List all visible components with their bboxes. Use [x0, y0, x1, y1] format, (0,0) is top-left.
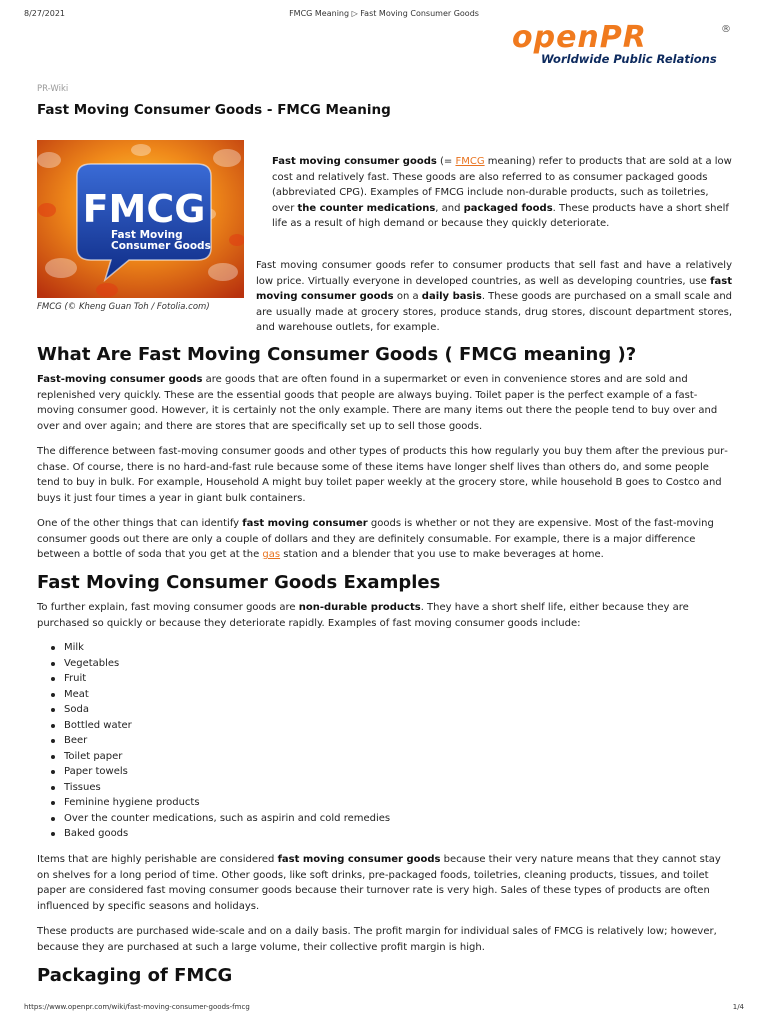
bold-term: fast moving consumer — [242, 518, 368, 529]
goods-list — [64, 640, 464, 842]
image-heading: FMCG — [82, 187, 206, 231]
bold-term: Fast-moving consumer goods — [37, 374, 203, 385]
logo-tagline: Worldwide Public Relations — [541, 52, 717, 66]
bold-term: non-durable products — [298, 602, 421, 613]
section1-paragraph-2: The difference between fast-moving consumer goods and other types of products this how regularly you buy them after the previous purchase. Of course, there is no hard-and-fast rule because some of these items have longer shelf lives than others do, and some people tend to buy in bulk. For example, Household A might buy toilet paper weekly at the grocery store, while household B goes to Costco and buys it just four times a year in giant bulk containers. — [37, 446, 728, 504]
list-item: Paper towels — [64, 764, 464, 780]
list-item: Feminine hygiene products — [64, 795, 464, 811]
fmcg-figure — [37, 140, 244, 298]
list-item: Baked goods — [64, 826, 464, 842]
fmcg-image — [37, 140, 244, 298]
section-heading-what-are-fmcg: What Are Fast Moving Consumer Goods ( FMCG meaning )? — [37, 344, 637, 365]
logo-wordmark: openPR — [512, 20, 647, 55]
page-number: 1/4 — [732, 1003, 744, 1011]
intro-paragraph: Fast moving consumer goods (= FMCG meaning) refer to products that are sold at a low cost and relatively fast. These goods are also referred to as consumer packaged goods (abbreviated CPG). Examples of FMCG include non-durable products, such as toiletries, over the counter medications, and packaged foods. These products have a short shelf life as a result of high demand or because they quickly deteriorate. — [272, 156, 732, 229]
list-item: Soda — [64, 702, 464, 718]
bold-term: fast moving consumer goods — [277, 854, 441, 865]
section1-paragraph-3: One of the other things that can identify fast moving consumer goods is whether or not they are expensive. Most of the fast-moving consumer goods out there are only a couple of dollars and they are definitely consumable. For example, there is a major difference between a bottle of soda that you get at the gas station and a blender that you use to make beverages at home. — [37, 518, 714, 560]
page-url: https://www.openpr.com/wiki/fast-moving-consumer-goods-fmcg — [24, 1003, 250, 1011]
breadcrumb[interactable]: PR-Wiki — [37, 84, 69, 94]
section-heading-packaging: Packaging of FMCG — [37, 965, 233, 986]
section2-paragraph-1: To further explain, fast moving consumer goods are non-durable products. They have a short shelf life, either because they are purchased so quickly or because they deteriorate rapidly. Examples of fast moving consumer goods include: — [37, 602, 689, 629]
bold-term: the counter medications — [297, 202, 436, 214]
bold-term: packaged foods — [463, 202, 553, 214]
list-item: Toilet paper — [64, 749, 464, 765]
list-item: Bottled water — [64, 718, 464, 734]
list-item: Beer — [64, 733, 464, 749]
list-item: Vegetables — [64, 656, 464, 672]
intro-paragraph-2: Fast moving consumer goods refer to consumer products that sell fast and have a relatively low price. Virtually everyone in developed countries, as well as developing countries, use fast moving consumer goods on a daily basis. These goods are purchased on a small scale and are usually made at grocery stores, produce stands, drug stores, discount department stores, and warehouse outlets, for example. — [256, 260, 733, 333]
section1-paragraph-1: Fast-moving consumer goods are goods that are often found in a supermarket or even in convenience stores and are sold and replenished very quickly. These are the essential goods that people are always buying. Toilet paper is the perfect example of a fast-moving consumer good. However, it is certainly not the only example. There are many items out there the people tend to buy over and over and over again; and there are stores that are specifically set up to sell those goods. — [37, 374, 718, 432]
bold-term: Fast moving consumer goods — [272, 156, 437, 167]
section-heading-examples: Fast Moving Consumer Goods Examples — [37, 572, 441, 593]
image-subheading-2: Consumer Goods — [111, 240, 211, 252]
article-title: Fast Moving Consumer Goods - FMCG Meaning — [37, 102, 391, 118]
list-item: Over the counter medications, such as aspirin and cold remedies — [64, 811, 464, 827]
bold-term: fast moving consumer goods — [256, 275, 732, 302]
registered-mark: ® — [721, 24, 731, 35]
openpr-logo[interactable] — [512, 20, 732, 70]
print-date: 8/27/2021 — [24, 9, 66, 18]
print-title: FMCG Meaning ▷ Fast Moving Consumer Goods — [289, 9, 479, 18]
fmcg-link[interactable]: FMCG — [455, 156, 485, 167]
section2-paragraph-3: These products are purchased wide-scale and on a daily basis. The profit margin for individual sales of FMCG is relatively low; however, because they are purchased at such a large volume, their collective profit margin is high. — [37, 926, 717, 953]
gas-link[interactable]: gas — [262, 549, 281, 560]
image-subheading-1: Fast Moving — [111, 229, 183, 241]
list-item: Fruit — [64, 671, 464, 687]
list-item: Meat — [64, 687, 464, 703]
bold-term: daily basis — [421, 291, 482, 302]
list-item: Milk — [64, 640, 464, 656]
figure-caption: FMCG (© Kheng Guan Toh / Fotolia.com) — [37, 302, 210, 312]
print-footer — [0, 1003, 768, 1015]
list-item: Tissues — [64, 780, 464, 796]
section2-paragraph-2: Items that are highly perishable are considered fast moving consumer goods because their very nature means that they cannot stay on shelves for a long period of time. Other goods, like soft drinks, pre-packaged foods, toiletries, cleaning products, tissues, and toilet paper are considered fast moving consumer goods because their turnover rate is very high. Sales of these types of products are often influenced by specific seasons and holidays. — [37, 854, 721, 912]
